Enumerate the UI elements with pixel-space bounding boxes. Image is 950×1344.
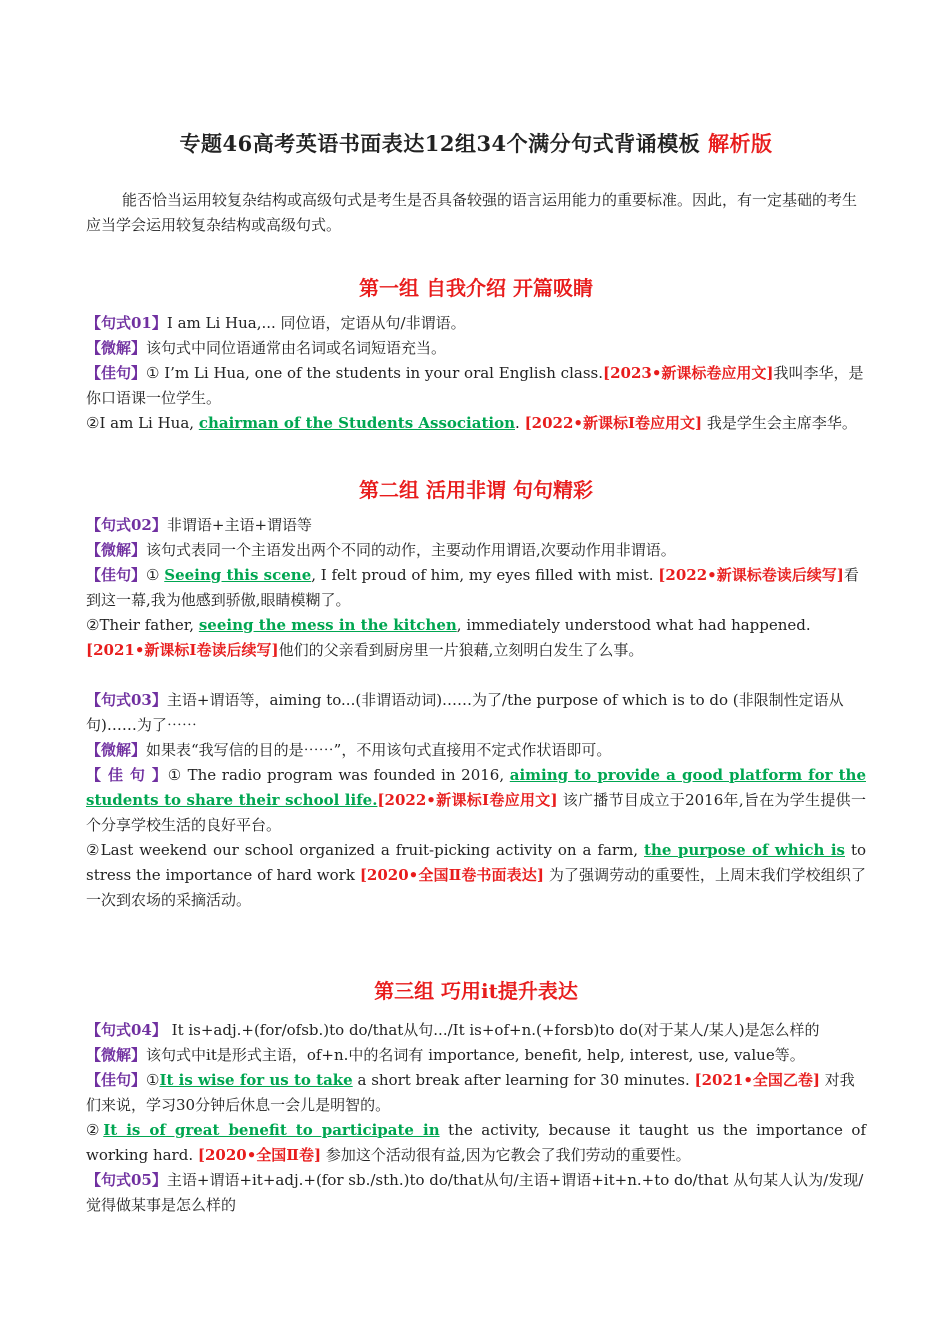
highlight-phrase: Seeing this scene <box>164 566 312 584</box>
example-03-2: ②Last weekend our school organized a fruit-picking activity on a farm, the purpose of which is to stress the importance of hard work [2020•全国Ⅱ卷书面表达] 为了强调劳动的重要性，上周末我们学校组织了一次到农场的采摘活动。 <box>86 841 867 909</box>
highlight-phrase: seeing the mess in the kitchen <box>198 616 457 634</box>
example-02-2: ②Their father, seeing the mess in the kitchen, immediately understood what had happened. [2021•新课标I卷读后续写]他们的父亲看到厨房里一片狼藉,立刻明白发生了么事。 <box>86 616 811 659</box>
tag-explanation: 【微解】 <box>86 541 147 559</box>
example-04-1: 【佳句】①It is wise for us to take a short break after learning for 30 minutes. [2021•全国乙卷] 对我们来说，学习30分钟后休息一会儿是明智的。 <box>86 1071 855 1114</box>
source-ref: [2021•新课标I卷读后续写] <box>86 641 279 659</box>
tag-explanation: 【微解】 <box>86 741 147 759</box>
tag-example: 【佳句】 <box>86 566 147 584</box>
tag-pattern-03: 【句式03】 <box>86 691 167 709</box>
source-ref: [2023•新课标卷应用文] <box>602 364 774 382</box>
example-01-2: ②I am Li Hua, chairman of the Students Association. [2022•新课标I卷应用文] 我是学生会主席李华。 <box>86 414 857 432</box>
explanation-01: 【微解】该句式中同位语通常由名词或名词短语充当。 <box>86 339 447 357</box>
highlight-phrase: the purpose of which is <box>644 841 845 859</box>
explanation-02: 【微解】该句式表同一个主语发出两个不同的动作，主要动作用谓语,次要动作用非谓语。 <box>86 541 676 559</box>
pattern-02: 【句式02】非谓语+主语+谓语等 <box>86 516 313 534</box>
section-heading-1: 第一组 自我介绍 开篇吸睛 <box>359 276 593 300</box>
section-heading-3: 第三组 巧用it提升表达 <box>374 979 578 1003</box>
source-ref: [2020•全国Ⅱ卷] <box>197 1146 322 1164</box>
pattern-04: 【句式04】 It is+adj.+(for/ofsb.)to do/that从句.../It is+of+n.(+forsb)to do(对于某人/某人)是怎么样的 <box>86 1021 820 1039</box>
explanation-04: 【微解】该句式中it是形式主语，of+n.中的名词有 importance, benefit, help, interest, use, value等。 <box>86 1046 805 1064</box>
source-ref: [2020•全国Ⅱ卷书面表达] <box>359 866 544 884</box>
source-ref: [2022•新课标I卷应用文] <box>524 414 703 432</box>
example-01-1: 【佳句】① I’m Li Hua, one of the students in your oral English class.[2023•新课标卷应用文]我叫李华，是你口语课一位学生。 <box>86 364 864 407</box>
example-03-1: 【 佳 句 】① The radio program was founded in 2016, aiming to provide a good platform for the students to share their school life.[2022•新课标I卷应用文] 该广播节目成立于2016年,旨在为学生提供一个分享学校生活的良好平台。 <box>86 766 866 834</box>
section-heading-2: 第二组 活用非谓 句句精彩 <box>359 478 593 502</box>
tag-example: 【 佳 句 】 <box>86 766 168 784</box>
source-ref: [2022•新课标I卷应用文] <box>377 791 558 809</box>
pattern-05: 【句式05】主语+谓语+it+adj.+(for sb./sth.)to do/that从句/主语+谓语+it+n.+to do/that 从句某人认为/发现/觉得做某事是怎么样的 <box>86 1171 864 1214</box>
page-title: 专题46高考英语书面表达12组34个满分句式背诵模板 解析版 <box>179 131 773 156</box>
highlight-phrase: It is wise for us to take <box>159 1071 353 1089</box>
tag-explanation: 【微解】 <box>86 339 147 357</box>
source-ref: [2021•全国乙卷] <box>694 1071 821 1089</box>
intro-paragraph: 能否恰当运用较复杂结构或高级句式是考生是否具备较强的语言运用能力的重要标准。因此，有一定基础的考生应当学会运用较复杂结构或高级句式。 <box>86 191 858 234</box>
tag-explanation: 【微解】 <box>86 1046 147 1064</box>
tag-pattern-02: 【句式02】 <box>86 516 167 534</box>
tag-example: 【佳句】 <box>86 1071 147 1089</box>
document-page <box>86 128 866 1218</box>
pattern-03: 【句式03】主语+谓语等，aiming to...(非谓语动词)……为了/the purpose of which is to do (非限制性定语从句)……为了⋯⋯ <box>86 691 844 734</box>
source-ref: [2022•新课标卷读后续写] <box>658 566 844 584</box>
highlight-phrase: aiming to provide a good platform for the students to share their school life. <box>86 766 866 809</box>
highlight-phrase: chairman of the Students Association <box>198 414 516 432</box>
example-02-1: 【佳句】① Seeing this scene, I felt proud of him, my eyes filled with mist. [2022•新课标卷读后续写]看到这一幕,我为他感到骄傲,眼睛模糊了。 <box>86 566 859 609</box>
tag-pattern-04: 【句式04】 <box>86 1021 167 1039</box>
title-suffix: 解析版 <box>707 131 773 156</box>
explanation-03: 【微解】如果表“我写信的目的是⋯⋯”，不用该句式直接用不定式作状语即可。 <box>86 741 612 759</box>
tag-pattern-05: 【句式05】 <box>86 1171 167 1189</box>
pattern-01: 【句式01】I am Li Hua,... 同位语，定语从句/非谓语。 <box>86 314 466 332</box>
highlight-phrase: It is of great benefit to participate in <box>103 1121 440 1139</box>
tag-pattern-01: 【句式01】 <box>86 314 167 332</box>
example-04-2: ②It is of great benefit to participate in the activity, because it taught us the importance of working hard. [2020•全国Ⅱ卷] 参加这个活动很有益,因为它教会了我们劳动的重要性。 <box>86 1121 866 1164</box>
tag-example: 【佳句】 <box>86 364 147 382</box>
